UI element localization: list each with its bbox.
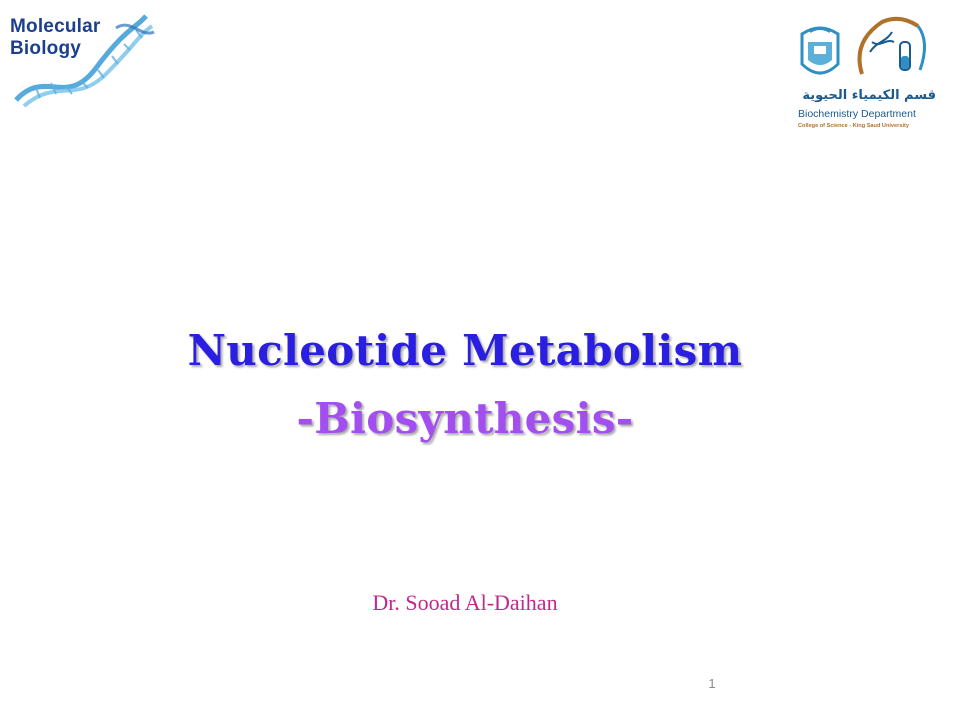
department-name-arabic: قسم الكيمياء الحيوية: [802, 88, 936, 103]
molecular-biology-logo: [6, 8, 156, 108]
author-name: Dr. Sooad Al-Daihan: [372, 590, 558, 615]
page-number: 1: [708, 676, 716, 691]
dna-flask-icon: [860, 19, 925, 74]
logo-line-1: Molecular: [10, 16, 101, 37]
college-name: College of Science - King Saud University: [798, 123, 909, 129]
slide-subtitle: -Biosynthesis-: [296, 394, 634, 443]
department-name-english: Biochemistry Department: [798, 108, 916, 120]
biochemistry-department-logo: [790, 12, 940, 132]
logo-line-2: Biology: [10, 38, 82, 59]
slide-title: Nucleotide Metabolism: [187, 326, 743, 375]
ksu-seal-icon: [802, 28, 838, 73]
molecular-biology-text: [10, 16, 101, 60]
